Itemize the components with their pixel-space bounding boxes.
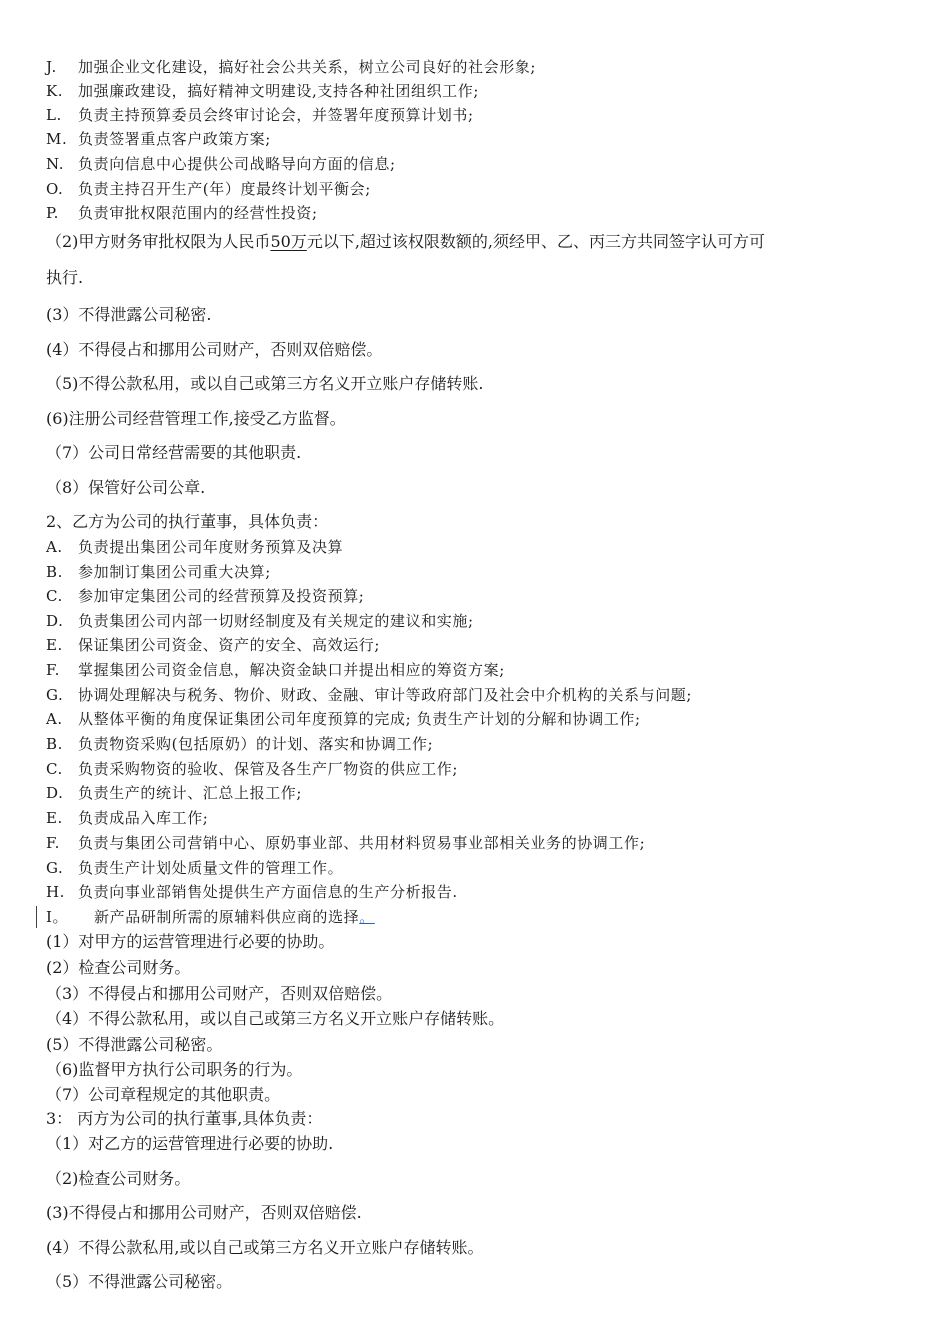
list-item [46, 832, 645, 854]
list-item [46, 202, 318, 224]
list-item [46, 708, 641, 730]
list-item [46, 782, 302, 804]
item-letter: E. [46, 636, 63, 654]
item-letter: K. [46, 82, 64, 100]
list-item [46, 561, 271, 583]
duty-line: (1）对甲方的运营管理进行必要的协助。 [46, 932, 335, 951]
list-item [46, 807, 208, 829]
item-letter: A. [46, 538, 63, 556]
item-text: 加强廉政建设，搞好精神文明建设,支持各种社团组织工作; [78, 82, 480, 100]
item-letter: G. [46, 686, 64, 704]
item-letter: B. [46, 735, 63, 753]
list-item [46, 758, 458, 780]
item-letter: B. [46, 563, 63, 581]
duty-line: （7）公司章程规定的其他职责。 [46, 1085, 281, 1104]
item-letter: F. [46, 834, 61, 852]
list-item [46, 56, 536, 78]
item-text: 负责向事业部销售处提供生产方面信息的生产分析报告. [78, 883, 458, 901]
list-item [46, 536, 343, 558]
item-text: 负责采购物资的验收、保管及各生产厂物资的供应工作; [78, 760, 459, 778]
list-item [46, 733, 433, 755]
item-text: 负责与集团公司营销中心、原奶事业部、共用材料贸易事业部相关业务的协调工作; [78, 834, 646, 852]
duty-line: （2)检查公司财务。 [46, 1169, 191, 1188]
duty-line: （6)监督甲方执行公司职务的行为。 [46, 1060, 303, 1079]
item-letter: J. [46, 58, 57, 76]
duty-line: （4）不得公款私用，或以自己或第三方名义开立账户存储转账。 [46, 1009, 505, 1028]
duty-line: (2）检查公司财务。 [46, 958, 191, 977]
item-letter: I。 [46, 908, 69, 926]
item-text: 负责审批权限范围内的经营性投资; [78, 204, 318, 222]
duty-line: (3)不得侵占和挪用公司财产，否则双倍赔偿. [46, 1203, 362, 1222]
item-letter: M. [46, 130, 68, 148]
list-item [46, 610, 474, 632]
list-item [46, 881, 458, 903]
approval-amount: 50万 [270, 232, 307, 251]
duty-line: （1）对乙方的运营管理进行必要的协助. [46, 1134, 334, 1153]
section-heading: 2、乙方为公司的执行董事，具体负责： [46, 512, 329, 531]
item-text: 负责成品入库工作; [78, 809, 209, 827]
item-letter: A. [46, 710, 63, 728]
list-item [46, 178, 371, 200]
list-item [46, 684, 692, 706]
paragraph-text: （2)甲方财务审批权限为人民币 [46, 232, 271, 251]
item-text: 新产品研制所需的原辅料供应商的选择 [94, 908, 360, 926]
list-item [46, 128, 271, 150]
item-letter: N. [46, 155, 65, 173]
list-item [46, 659, 505, 681]
item-letter: H. [46, 883, 66, 901]
list-item [46, 80, 479, 102]
item-letter: P. [46, 204, 60, 222]
item-letter: G. [46, 859, 64, 877]
duty-line: （7）公司日常经营需要的其他职责. [46, 443, 302, 462]
item-letter: C. [46, 587, 63, 605]
item-text: 负责生产计划处质量文件的管理工作。 [78, 859, 344, 877]
item-text: 负责提出集团公司年度财务预算及决算 [78, 538, 344, 556]
item-text: 掌握集团公司资金信息，解决资金缺口并提出相应的筹资方案; [78, 661, 505, 679]
item-letter: F. [46, 661, 61, 679]
duty-line: （8）保管好公司公章. [46, 478, 206, 497]
item-text: 负责主持预算委员会终审讨论会，并签署年度预算计划书; [78, 106, 474, 124]
paragraph-approval-limit [46, 231, 765, 253]
paragraph-text: 元以下,超过该权限数额的,须经甲、乙、丙三方共同签字认可方可 [306, 232, 765, 251]
list-item [46, 857, 343, 879]
item-letter: C. [46, 760, 63, 778]
item-text: 负责签署重点客户政策方案; [78, 130, 271, 148]
duty-line: (5）不得泄露公司秘密。 [46, 1035, 223, 1054]
paragraph-continuation: 执行. [46, 268, 84, 287]
item-text: 负责集团公司内部一切财经制度及有关规定的建议和实施; [78, 612, 474, 630]
item-text: 从整体平衡的角度保证集团公司年度预算的完成; 负责生产计划的分解和协调工作; [78, 710, 641, 728]
duty-line: (4）不得公款私用,或以自己或第三方名义开立账户存储转账。 [46, 1238, 484, 1257]
item-text: 加强企业文化建设，搞好社会公共关系，树立公司良好的社会形象; [78, 58, 537, 76]
item-text: 负责主持召开生产(年）度最终计划平衡会; [78, 180, 371, 198]
item-text: 负责物资采购(包括原奶）的计划、落实和协调工作; [78, 735, 434, 753]
duty-line: (6)注册公司经营管理工作,接受乙方监督。 [46, 409, 346, 428]
duty-line: （5）不得泄露公司秘密。 [46, 1272, 233, 1291]
duty-line: (4）不得侵占和挪用公司财产，否则双倍赔偿。 [46, 340, 383, 359]
list-item [46, 906, 375, 928]
item-letter: O. [46, 180, 64, 198]
item-letter: D. [46, 612, 64, 630]
item-text: 参加制订集团公司重大决算; [78, 563, 271, 581]
item-text: 保证集团公司资金、资产的安全、高效运行; [78, 636, 381, 654]
item-text: 负责向信息中心提供公司战略导向方面的信息; [78, 155, 396, 173]
list-item [46, 104, 474, 126]
list-item [46, 153, 396, 175]
item-letter: D. [46, 784, 64, 802]
item-letter: L. [46, 106, 62, 124]
duty-line: （5)不得公款私用，或以自己或第三方名义开立账户存储转账. [46, 374, 484, 393]
item-text: 协调处理解决与税务、物价、财政、金融、审计等政府部门及社会中介机构的关系与问题; [78, 686, 693, 704]
text-cursor [36, 906, 37, 928]
duty-line: （3）不得侵占和挪用公司财产，否则双倍赔偿。 [46, 984, 393, 1003]
item-text: 参加审定集团公司的经营预算及投资预算; [78, 587, 365, 605]
item-letter: E. [46, 809, 63, 827]
item-text: 负责生产的统计、汇总上报工作; [78, 784, 303, 802]
list-item [46, 585, 364, 607]
list-item [46, 634, 380, 656]
item-tail-mark: 。 [359, 908, 375, 926]
section-heading: 3： 丙方为公司的执行董事,具体负责： [46, 1109, 323, 1128]
duty-line: (3）不得泄露公司秘密. [46, 305, 212, 324]
